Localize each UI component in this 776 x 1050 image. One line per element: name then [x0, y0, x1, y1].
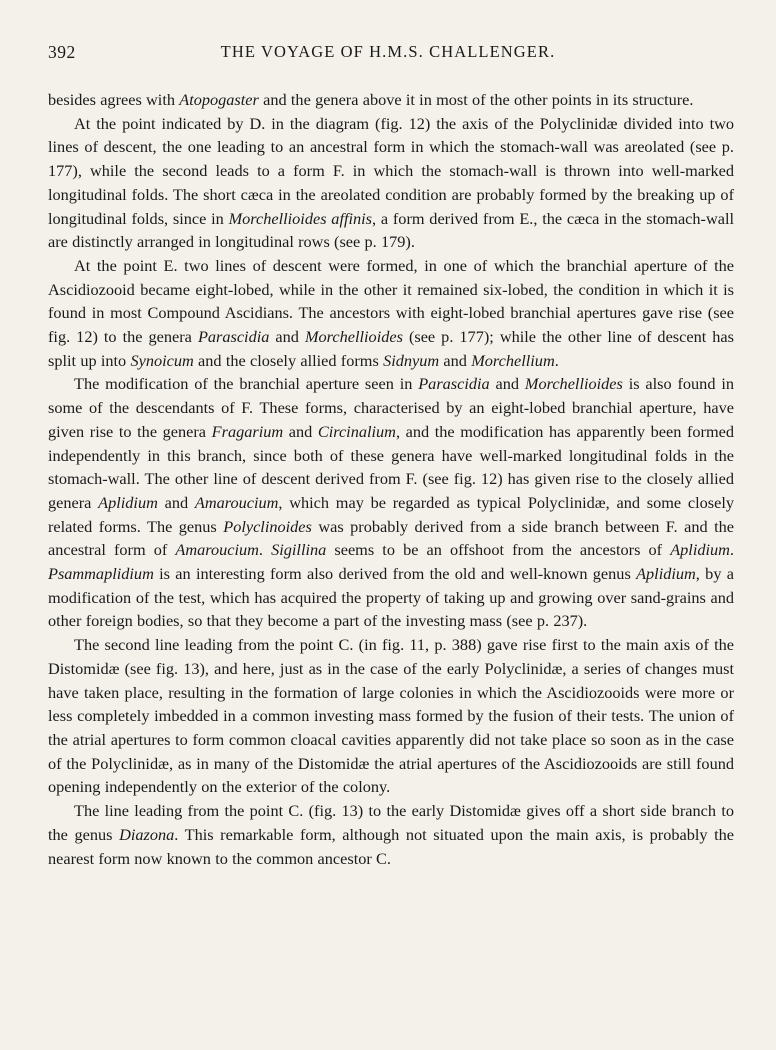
italic-term: Diazona: [119, 824, 175, 844]
text-run: At the point E. two lines of descent were formed, in one of which the branchial aperture of the Ascidiozooid became eight-lobed, while in the other it remained six-lobed, the condition in which it is found in most Compound Ascidians. The ancestors with eight-lobed branchial apertures gave rise (see fig. 12) to the genera: [48, 255, 734, 347]
text-run: The second line leading from the point C. (in fig. 11, p. 388) gave rise first to the main axis of the Distomidæ (see fig. 13), and here, just as in the case of the early Polyclinidæ, a series of changes must have taken place, resulting in the formation of large colonies in which the Ascidiozooids were more or less completely imbedded in a common investing mass formed by the fusion of their tests. The union of the atrial apertures to form common cloacal cavities apparently did not take place so soon as in the case of the Polyclinidæ, as in many of the Distomidæ the atrial apertures of the Ascidiozooids are still found opening independently on the exterior of the colony.: [48, 635, 734, 797]
text-run: is also found in some of the descendants of F. These forms, characterised by an eight-lobed branchial aperture, have given rise to the genera: [48, 374, 734, 441]
text-run: and: [283, 421, 318, 441]
page-body: [48, 88, 734, 870]
text-run: , a form derived from E., the cæca in the stomach-wall are distinctly arranged in longitudinal rows (see p. 179).: [48, 208, 735, 252]
text-run: The line leading from the point C. (fig. 13) to the early Distomidæ gives off a short side branch to the genus: [48, 801, 734, 844]
italic-term: Morchellioides: [304, 327, 403, 347]
text-run: and: [489, 374, 525, 394]
text-run: . This remarkable form, although not situated upon the main axis, is probably the nearest form now known to the common ancestor C.: [48, 824, 734, 868]
body-paragraph: [48, 799, 734, 870]
text-run: is an interesting form also derived from the old and well-known genus: [153, 564, 637, 584]
text-run: besides agrees with: [48, 90, 180, 109]
italic-term: Parascidia: [197, 327, 270, 347]
italic-term: Amaroucium: [194, 492, 279, 512]
italic-term: Parascidia: [418, 374, 490, 394]
italic-term: Morchellium: [471, 350, 555, 370]
italic-term: Aplidium: [636, 564, 696, 584]
text-run: was probably derived from a side branch between F. and the ancestral form of: [48, 516, 734, 560]
italic-term: Morchellioides affinis: [228, 208, 373, 228]
running-title: THE VOYAGE OF H.M.S. CHALLENGER.: [220, 42, 556, 61]
text-run: and: [439, 350, 472, 370]
italic-term: Aplidium: [670, 540, 730, 560]
text-run: .: [729, 540, 734, 560]
text-run: At the point indicated by D. in the diagram (fig. 12) the axis of the Polyclinidæ divided into two lines of descent, the one leading to an ancestral form in which the stomach-wall was areolated (see p. 177), while the second leads to a form F. in which the stomach-wall is thrown into well-marked longitudinal folds. The short cæca in the areolated condition are probably formed by the breaking up of longitudinal folds, since in: [48, 113, 734, 228]
text-run: seems to be an offshoot from the ancestors of: [326, 540, 671, 560]
page-header: [0, 42, 776, 66]
italic-term: Morchellioides: [524, 374, 623, 394]
page-number: 392: [48, 42, 76, 62]
text-run: , which may be regarded as typical Polyclinidæ, and some closely related forms. The genus: [48, 492, 734, 536]
body-paragraph: [48, 112, 734, 254]
italic-term: Psammaplidium: [48, 564, 154, 584]
text-run: and: [269, 327, 305, 347]
italic-term: Fragarium: [211, 421, 284, 441]
text-run: .: [554, 350, 559, 370]
italic-term: Amaroucium: [175, 540, 259, 560]
italic-term: Polyclinoides: [223, 516, 312, 536]
italic-term: Atopogaster: [179, 90, 259, 109]
italic-term: Sigillina: [271, 540, 327, 560]
body-paragraph: [48, 633, 734, 799]
text-run: , and the modification has apparently been formed independently in this branch, since both of these genera have well-marked longitudinal folds in the stomach-wall. The other line of descent derived from F. (see fig. 12) has given rise to the closely allied genera: [48, 421, 734, 512]
body-paragraph: [48, 88, 734, 112]
text-run: (see p. 177); while the other line of descent has split up into: [48, 327, 734, 370]
text-run: and the genera above it in most of the other points in its structure.: [258, 90, 694, 109]
italic-term: Aplidium: [98, 492, 158, 512]
italic-term: Circinalium: [317, 421, 396, 441]
body-paragraph: [48, 372, 734, 633]
text-run: and: [157, 492, 195, 512]
text-run: The modification of the branchial aperture seen in: [74, 374, 419, 394]
text-run: and the closely allied forms: [193, 350, 384, 370]
text-run: .: [258, 540, 272, 560]
italic-term: Sidnyum: [383, 350, 440, 370]
body-paragraph: [48, 254, 734, 373]
italic-term: Synoicum: [130, 350, 194, 370]
text-run: , by a modification of the test, which has acquired the property of taking up and growing over sand-grains and other foreign bodies, so that they become a part of the investing mass (see p. 237).: [48, 564, 734, 631]
